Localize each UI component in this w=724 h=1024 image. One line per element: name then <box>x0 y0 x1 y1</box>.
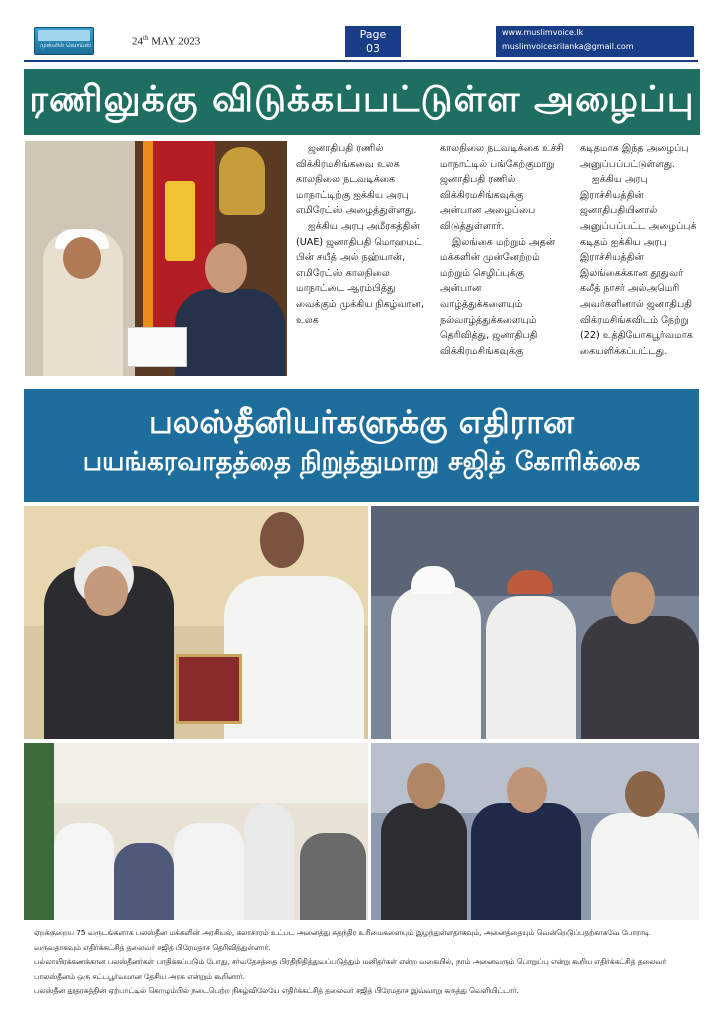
invitation-letter-shape <box>127 327 187 367</box>
contact-box <box>496 26 694 57</box>
logo-text: முஸ்லிம் வொய்ஸ் <box>40 42 92 49</box>
paragraph: ஜனாதிபதி ரணில் விக்கிரமசிங்கவை உலக காலநிலை நடவடிக்கை மாநாட்டிற்கு ஐக்கிய அரபு எமிரேட்ஸ் அழைத்துள்ளது. <box>296 143 417 217</box>
article1-headline: ரணிலுக்கு விடுக்கப்பட்டுள்ள அழைப்பு <box>24 69 700 135</box>
caption-paragraph: ஏறக்குறைய 75 வருடங்களாக பலஸ்தீன மக்களின் அரசியல், கலாசாரம் உட்பட அனைத்து சுதந்திர உரிமைகளையும் இழந்துள்ளதாகவும், அனைத்தையும் வென்றெடுப்பதற்காகவே போராடி வருவதாகவும் எதிர்க்கட்சித் தலைவர் சஜித் பிரேமதாச தெரிவித்துள்ளார். <box>34 928 650 952</box>
issue-date <box>132 34 200 48</box>
website-link[interactable]: www.muslimvoice.lk <box>502 28 584 37</box>
article1-column-3 <box>580 141 700 377</box>
date-day: 24 <box>132 35 143 48</box>
photo-guests-standing <box>24 743 368 920</box>
page-number-box <box>345 26 401 57</box>
article2-headline-line1: பலஸ்தீனியர்களுக்கு எதிரான <box>148 403 575 441</box>
paragraph: கடிதமாக இந்த அழைப்பு அனுப்பப்பட்டுள்ளது. <box>580 143 689 170</box>
emblem-shape <box>219 147 265 215</box>
photo-plaque-presentation <box>24 506 368 739</box>
page-label: Page <box>359 28 387 41</box>
paragraph: இலங்கை மற்றும் அதன் மக்களின் முன்னேற்றம் மற்றும் செழிப்புக்கு அன்பான வாழ்த்துக்களையும் நல்வாழ்த்துக்களையும் தெரிவித்து, ஜனாதிபதி விக்கிரமசிங்கவுக்கு <box>440 236 556 357</box>
article2-headline-line2: பயங்கரவாதத்தை நிறுத்துமாறு சஜித் கோரிக்கை <box>82 447 641 477</box>
publication-logo <box>34 27 94 55</box>
article1-column-2 <box>440 141 566 377</box>
paragraph: ஐக்கிய அரபு அமீரகத்தின் (UAE) ஜனாதிபதி மொஹமட் பின் சயீத் அல் நஹ்யான், எமிரேட்ஸ் காலநிலை மாநாட்டை ஆரம்பித்து வைக்கும் முக்கிய நிகழ்வான, உலக <box>296 220 424 326</box>
article2-caption <box>34 926 698 999</box>
date-suffix: th <box>143 34 149 42</box>
photo-seated-guests <box>371 743 699 920</box>
article2-headline <box>24 389 699 502</box>
paragraph: காலநிலை நடவடிக்கை உச்சி மாநாட்டில் பங்கேற்குமாறு ஜனாதிபதி ரணில் விக்கிரமசிங்கவுக்கு அன்பான அழைப்பை விடுத்துள்ளார். <box>440 143 564 232</box>
date-month-year: MAY 2023 <box>148 35 201 48</box>
caption-paragraph: பலஸ்தீன தூதரகத்தின் ஏற்பாட்டில் கொழும்பில் நடைபெற்ற நிகழ்விலேயே எதிர்க்கட்சித் தலைவர் சஜித் பிரேமதாச இவ்வாறு கருத்து வெளியிட்டார். <box>34 986 519 995</box>
photo-audience-front-row <box>371 506 699 739</box>
paragraph: ஐக்கிய அரபு இராச்சியத்தின் ஜனாதிபதியினால் அனுப்பப்பட்ட அழைப்புக் கடிதம் ஐக்கிய அரபு இராச்சியத்தின் இலங்கைக்கான தூதுவர் கலீத் நாசர் அல்அமெரி அவர்களினால் ஜனாதிபதி விக்ரமசிங்கவிடம் நேற்று (22) உத்தியோகபூர்வமாக கையளிக்கப்பட்டது. <box>580 174 697 357</box>
header-divider <box>24 60 698 62</box>
email-link[interactable]: muslimvoicesrilanka@gmail.com <box>502 42 634 51</box>
article1-photo <box>25 141 287 376</box>
page-number: 03 <box>366 42 380 55</box>
caption-paragraph: பல்லாயிரக்கணக்கான பலஸ்தீனர்கள் பாதிக்கப்படும் போது, சர்வதேசத்தை பிரதிநிதித்துவப்படுத்தும் மனிதர்கள் என்ற வகையில், நாம் அனைவரும் பொறுப்பு என்று கூறிய எதிர்க்கட்சித் தலைவர் பாலஸ்தீனம் ஒரு சட்டபூர்வமான தேசிய அரசு என்றும் கூறினார். <box>34 957 667 981</box>
article1-column-1 <box>296 141 424 377</box>
